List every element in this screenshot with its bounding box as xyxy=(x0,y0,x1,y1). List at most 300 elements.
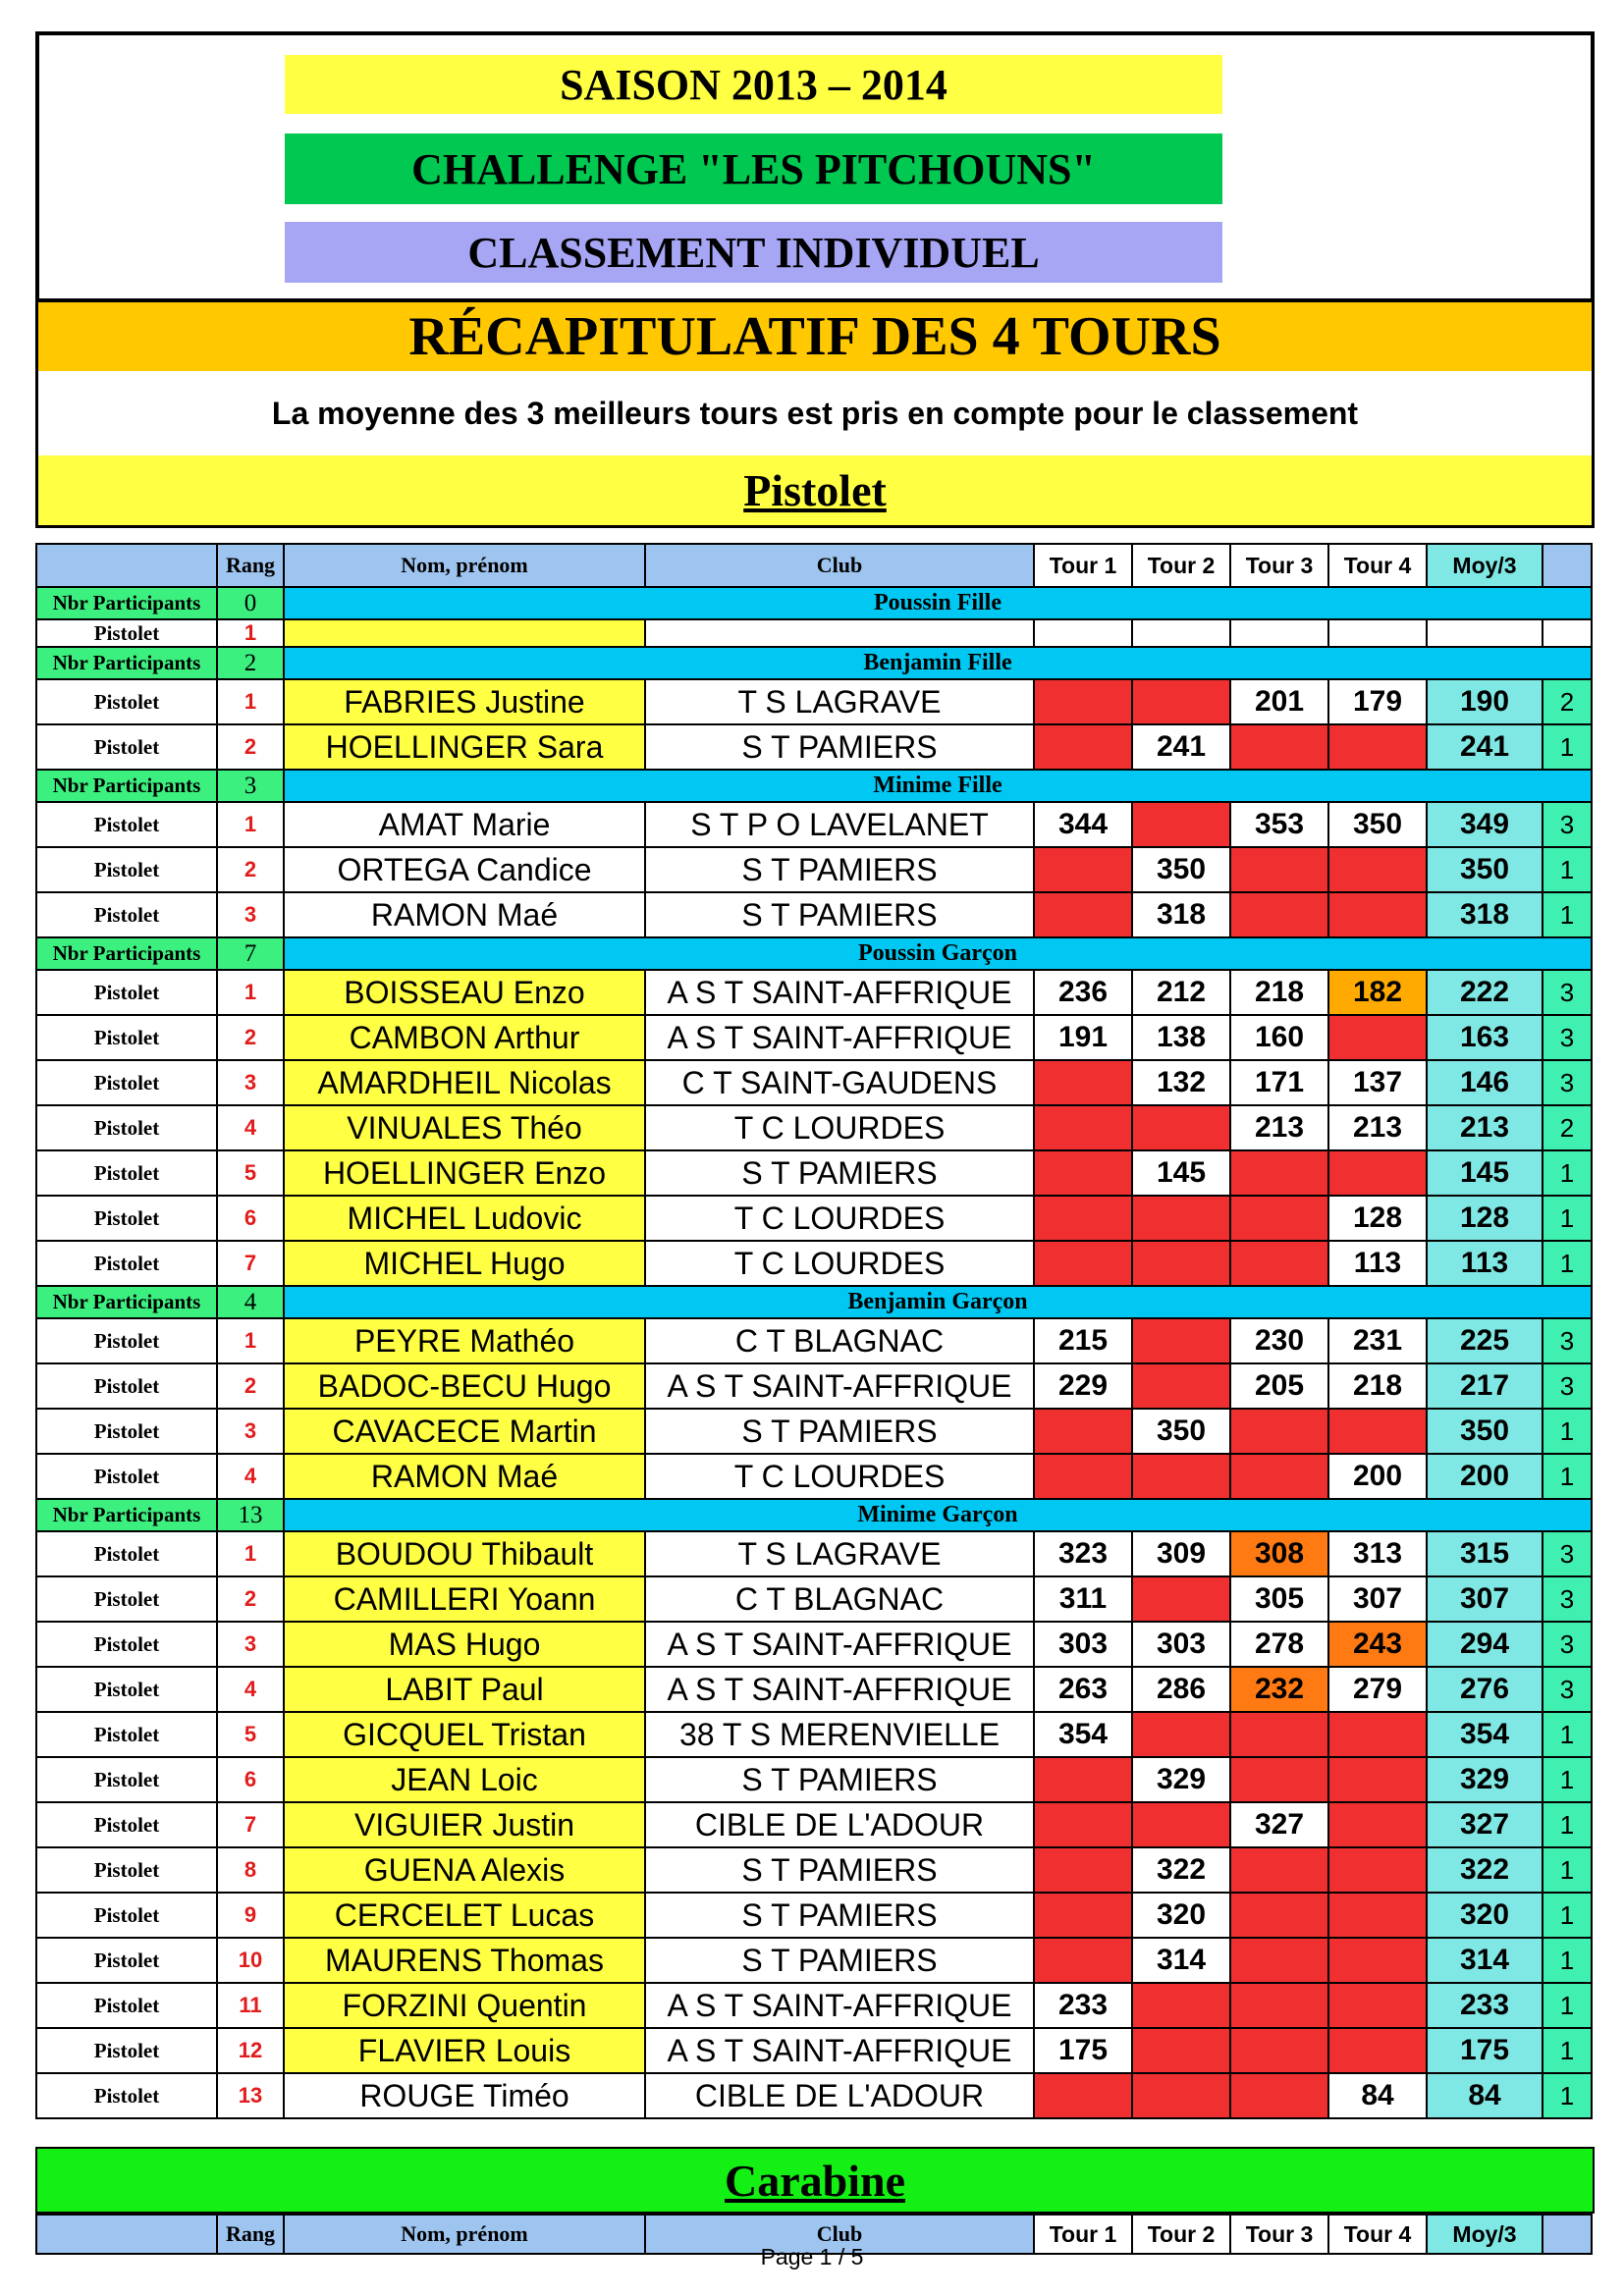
club-name: T C LOURDES xyxy=(645,1241,1034,1286)
participants-label: Nbr Participants xyxy=(36,1286,217,1318)
club-name: CIBLE DE L'ADOUR xyxy=(645,2073,1034,2118)
participants-count: 0 xyxy=(217,587,284,619)
average-score: 146 xyxy=(1427,1060,1543,1105)
tour-1-score: 263 xyxy=(1034,1667,1132,1712)
club-name: CIBLE DE L'ADOUR xyxy=(645,1802,1034,1847)
tour-4-score xyxy=(1328,1712,1427,1757)
average-score: 200 xyxy=(1427,1454,1543,1499)
table-row xyxy=(36,1622,1592,1667)
shooter-name: VIGUIER Justin xyxy=(284,1802,645,1847)
rank-cell: 11 xyxy=(217,1983,284,2028)
rank-cell: 8 xyxy=(217,1847,284,1893)
club-name: T S LAGRAVE xyxy=(645,679,1034,724)
header-rang: Rang xyxy=(217,544,284,587)
average-score: 315 xyxy=(1427,1531,1543,1576)
tour-3-score: 278 xyxy=(1230,1622,1328,1667)
rank-cell: 10 xyxy=(217,1938,284,1983)
tour-3-score: 305 xyxy=(1230,1576,1328,1622)
table-row xyxy=(36,1196,1592,1241)
ranking-table xyxy=(35,543,1593,2119)
table-row xyxy=(36,2028,1592,2073)
header-name: Nom, prénom xyxy=(284,544,645,587)
header-t3: Tour 3 xyxy=(1230,2215,1328,2254)
weapon-label: Pistolet xyxy=(36,1576,217,1622)
tour-3-score xyxy=(1230,1454,1328,1499)
tour-4-score: 128 xyxy=(1328,1196,1427,1241)
shooter-name: ORTEGA Candice xyxy=(284,847,645,892)
tour-2-score: 132 xyxy=(1132,1060,1230,1105)
rank-cell: 6 xyxy=(217,1757,284,1802)
header-club: Club xyxy=(645,544,1034,587)
weapon-label: Pistolet xyxy=(36,1241,217,1286)
tour-3-score: 201 xyxy=(1230,679,1328,724)
header-t1: Tour 1 xyxy=(1034,2215,1132,2254)
table-row xyxy=(36,802,1592,847)
tour-4-score: 307 xyxy=(1328,1576,1427,1622)
header-t2: Tour 2 xyxy=(1132,2215,1230,2254)
participants-label: Nbr Participants xyxy=(36,587,217,619)
rank-cell: 1 xyxy=(217,679,284,724)
average-score: 327 xyxy=(1427,1802,1543,1847)
club-name: A S T SAINT-AFFRIQUE xyxy=(645,970,1034,1015)
tour-3-score xyxy=(1230,1847,1328,1893)
shooter-name: GUENA Alexis xyxy=(284,1847,645,1893)
weapon-label: Pistolet xyxy=(36,1196,217,1241)
tours-count: 1 xyxy=(1543,1847,1592,1893)
category-row xyxy=(36,937,1592,970)
tour-4-score xyxy=(1328,1847,1427,1893)
tour-1-score: 215 xyxy=(1034,1318,1132,1363)
tour-2-score xyxy=(1132,2028,1230,2073)
header-moy: Moy/3 xyxy=(1427,544,1543,587)
tour-2-score xyxy=(1132,1318,1230,1363)
tour-4-score: 279 xyxy=(1328,1667,1427,1712)
table-row xyxy=(36,1015,1592,1060)
table-row xyxy=(36,1409,1592,1454)
shooter-name: RAMON Maé xyxy=(284,892,645,937)
table-row xyxy=(36,1712,1592,1757)
season-banner: SAISON 2013 – 2014 xyxy=(285,55,1222,114)
participants-label: Nbr Participants xyxy=(36,1499,217,1531)
table-row xyxy=(36,1757,1592,1802)
tour-3-score xyxy=(1230,892,1328,937)
tour-3-score: 160 xyxy=(1230,1015,1328,1060)
weapon-label: Pistolet xyxy=(36,1150,217,1196)
tour-4-score: 218 xyxy=(1328,1363,1427,1409)
tour-3-score xyxy=(1230,1196,1328,1241)
tour-4-score: 313 xyxy=(1328,1531,1427,1576)
shooter-name: CAMBON Arthur xyxy=(284,1015,645,1060)
weapon-label: Pistolet xyxy=(36,1409,217,1454)
shooter-name: ROUGE Timéo xyxy=(284,2073,645,2118)
tour-3-score: 205 xyxy=(1230,1363,1328,1409)
tour-2-score xyxy=(1132,1196,1230,1241)
tour-3-score: 218 xyxy=(1230,970,1328,1015)
tour-3-score xyxy=(1230,2028,1328,2073)
tours-count: 3 xyxy=(1543,1060,1592,1105)
tour-3-score: 230 xyxy=(1230,1318,1328,1363)
table-row xyxy=(36,1060,1592,1105)
header-t3: Tour 3 xyxy=(1230,544,1328,587)
tour-3-score: 213 xyxy=(1230,1105,1328,1150)
tours-count: 2 xyxy=(1543,1105,1592,1150)
tour-3-score xyxy=(1230,847,1328,892)
header-t1: Tour 1 xyxy=(1034,544,1132,587)
average-score: 225 xyxy=(1427,1318,1543,1363)
club-name: T C LOURDES xyxy=(645,1454,1034,1499)
participants-count: 13 xyxy=(217,1499,284,1531)
header-name: Nom, prénom xyxy=(284,2215,645,2254)
rank-cell: 2 xyxy=(217,1363,284,1409)
table-row xyxy=(36,970,1592,1015)
weapon-label: Pistolet xyxy=(36,1363,217,1409)
tour-1-score: 191 xyxy=(1034,1015,1132,1060)
tour-2-score xyxy=(1132,1576,1230,1622)
weapon-label: Pistolet xyxy=(36,1454,217,1499)
club-name: S T PAMIERS xyxy=(645,1757,1034,1802)
rank-cell: 1 xyxy=(217,970,284,1015)
tour-2-score xyxy=(1132,619,1230,647)
tour-3-score: 353 xyxy=(1230,802,1328,847)
tour-4-score xyxy=(1328,619,1427,647)
tour-1-score: 175 xyxy=(1034,2028,1132,2073)
club-name: T C LOURDES xyxy=(645,1196,1034,1241)
weapon-label: Pistolet xyxy=(36,1712,217,1757)
category-row xyxy=(36,1286,1592,1318)
tour-4-score xyxy=(1328,847,1427,892)
tour-3-score xyxy=(1230,1409,1328,1454)
shooter-name: AMAT Marie xyxy=(284,802,645,847)
weapon-label: Pistolet xyxy=(36,679,217,724)
club-name: S T PAMIERS xyxy=(645,1150,1034,1196)
tours-count: 3 xyxy=(1543,1576,1592,1622)
tour-1-score xyxy=(1034,2073,1132,2118)
tours-count: 1 xyxy=(1543,1938,1592,1983)
tour-1-score: 236 xyxy=(1034,970,1132,1015)
rank-cell: 9 xyxy=(217,1893,284,1938)
club-name: A S T SAINT-AFFRIQUE xyxy=(645,1015,1034,1060)
tour-4-score: 231 xyxy=(1328,1318,1427,1363)
table-row xyxy=(36,1531,1592,1576)
weapon-label: Pistolet xyxy=(36,2028,217,2073)
tour-4-score: 84 xyxy=(1328,2073,1427,2118)
average-score: 349 xyxy=(1427,802,1543,847)
rank-cell: 1 xyxy=(217,1531,284,1576)
tour-2-score: 320 xyxy=(1132,1893,1230,1938)
average-score: 318 xyxy=(1427,892,1543,937)
header-t4: Tour 4 xyxy=(1328,544,1427,587)
tour-3-score xyxy=(1230,1150,1328,1196)
tour-2-score: 286 xyxy=(1132,1667,1230,1712)
shooter-name: PEYRE Mathéo xyxy=(284,1318,645,1363)
club-name: T S LAGRAVE xyxy=(645,1531,1034,1576)
table-row xyxy=(36,1847,1592,1893)
weapon-label: Pistolet xyxy=(36,1531,217,1576)
header-moy: Moy/3 xyxy=(1427,2215,1543,2254)
tours-count: 3 xyxy=(1543,1667,1592,1712)
tour-3-score xyxy=(1230,619,1328,647)
tour-2-score: 318 xyxy=(1132,892,1230,937)
tour-1-score xyxy=(1034,1847,1132,1893)
average-score: 320 xyxy=(1427,1893,1543,1938)
shooter-name: LABIT Paul xyxy=(284,1667,645,1712)
average-score: 84 xyxy=(1427,2073,1543,2118)
category-name: Benjamin Fille xyxy=(284,647,1592,679)
rank-cell: 4 xyxy=(217,1454,284,1499)
tour-2-score: 322 xyxy=(1132,1847,1230,1893)
club-name: A S T SAINT-AFFRIQUE xyxy=(645,1983,1034,2028)
weapon-label: Pistolet xyxy=(36,619,217,647)
participants-label: Nbr Participants xyxy=(36,937,217,970)
tours-count: 1 xyxy=(1543,1893,1592,1938)
rank-cell: 3 xyxy=(217,1622,284,1667)
recap-block xyxy=(35,302,1595,528)
tours-count: 1 xyxy=(1543,1712,1592,1757)
tour-1-score xyxy=(1034,1196,1132,1241)
tour-1-score xyxy=(1034,1802,1132,1847)
rank-cell: 2 xyxy=(217,1015,284,1060)
rank-cell: 2 xyxy=(217,1576,284,1622)
participants-count: 4 xyxy=(217,1286,284,1318)
rank-cell: 1 xyxy=(217,1318,284,1363)
shooter-name: FABRIES Justine xyxy=(284,679,645,724)
tour-1-score: 354 xyxy=(1034,1712,1132,1757)
table-row xyxy=(36,724,1592,770)
participants-count: 2 xyxy=(217,647,284,679)
tour-2-score xyxy=(1132,1241,1230,1286)
discipline-pistolet-title: Pistolet xyxy=(38,455,1592,525)
weapon-label: Pistolet xyxy=(36,1802,217,1847)
average-score: 241 xyxy=(1427,724,1543,770)
club-name: C T BLAGNAC xyxy=(645,1318,1034,1363)
shooter-name: BOUDOU Thibault xyxy=(284,1531,645,1576)
tours-count: 1 xyxy=(1543,1409,1592,1454)
shooter-name: BADOC-BECU Hugo xyxy=(284,1363,645,1409)
tour-1-score xyxy=(1034,1409,1132,1454)
shooter-name: CERCELET Lucas xyxy=(284,1893,645,1938)
tours-count: 1 xyxy=(1543,1196,1592,1241)
rank-cell: 1 xyxy=(217,619,284,647)
tour-3-score xyxy=(1230,1241,1328,1286)
tour-3-score: 327 xyxy=(1230,1802,1328,1847)
average-score: 233 xyxy=(1427,1983,1543,2028)
category-name: Minime Fille xyxy=(284,770,1592,802)
club-name: S T PAMIERS xyxy=(645,892,1034,937)
tour-2-score xyxy=(1132,1363,1230,1409)
tour-2-score: 138 xyxy=(1132,1015,1230,1060)
tours-count: 1 xyxy=(1543,2028,1592,2073)
tour-4-score: 350 xyxy=(1328,802,1427,847)
tour-2-score: 350 xyxy=(1132,1409,1230,1454)
tour-1-score: 229 xyxy=(1034,1363,1132,1409)
category-row xyxy=(36,587,1592,619)
average-score: 222 xyxy=(1427,970,1543,1015)
table-row xyxy=(36,1576,1592,1622)
tours-count: 1 xyxy=(1543,1983,1592,2028)
weapon-label: Pistolet xyxy=(36,1318,217,1363)
tours-count: 3 xyxy=(1543,1363,1592,1409)
tour-4-score xyxy=(1328,1150,1427,1196)
average-score xyxy=(1427,619,1543,647)
tour-1-score xyxy=(1034,1241,1132,1286)
tour-4-score xyxy=(1328,1893,1427,1938)
weapon-label: Pistolet xyxy=(36,802,217,847)
weapon-label: Pistolet xyxy=(36,1060,217,1105)
shooter-name: BOISSEAU Enzo xyxy=(284,970,645,1015)
shooter-name: MICHEL Hugo xyxy=(284,1241,645,1286)
average-score: 314 xyxy=(1427,1938,1543,1983)
table-row xyxy=(36,892,1592,937)
tour-4-score xyxy=(1328,1015,1427,1060)
table-row xyxy=(36,1150,1592,1196)
club-name: A S T SAINT-AFFRIQUE xyxy=(645,1363,1034,1409)
average-score: 307 xyxy=(1427,1576,1543,1622)
tour-1-score xyxy=(1034,1454,1132,1499)
weapon-label: Pistolet xyxy=(36,2073,217,2118)
header-blank-cell xyxy=(36,2215,217,2254)
tour-4-score xyxy=(1328,1938,1427,1983)
tour-4-score xyxy=(1328,892,1427,937)
average-score: 145 xyxy=(1427,1150,1543,1196)
tour-2-score: 329 xyxy=(1132,1757,1230,1802)
shooter-name: FORZINI Quentin xyxy=(284,1983,645,2028)
rank-cell: 7 xyxy=(217,1802,284,1847)
rank-cell: 3 xyxy=(217,892,284,937)
tours-count: 1 xyxy=(1543,1757,1592,1802)
tours-count xyxy=(1543,619,1592,647)
club-name: S T PAMIERS xyxy=(645,847,1034,892)
tour-4-score: 182 xyxy=(1328,970,1427,1015)
club-name: A S T SAINT-AFFRIQUE xyxy=(645,1667,1034,1712)
tour-4-score: 200 xyxy=(1328,1454,1427,1499)
weapon-label: Pistolet xyxy=(36,847,217,892)
table-row xyxy=(36,1241,1592,1286)
tour-2-score: 145 xyxy=(1132,1150,1230,1196)
rank-cell: 13 xyxy=(217,2073,284,2118)
header-count-blank xyxy=(1543,544,1592,587)
tour-2-score xyxy=(1132,1802,1230,1847)
club-name: S T PAMIERS xyxy=(645,1847,1034,1893)
table-row xyxy=(36,1893,1592,1938)
tour-1-score: 311 xyxy=(1034,1576,1132,1622)
average-score: 175 xyxy=(1427,2028,1543,2073)
club-name: T C LOURDES xyxy=(645,1105,1034,1150)
tour-4-score: 243 xyxy=(1328,1622,1427,1667)
tour-1-score: 303 xyxy=(1034,1622,1132,1667)
tour-4-score xyxy=(1328,1802,1427,1847)
club-name: S T P O LAVELANET xyxy=(645,802,1034,847)
shooter-name: HOELLINGER Sara xyxy=(284,724,645,770)
club-name: S T PAMIERS xyxy=(645,724,1034,770)
tour-2-score: 314 xyxy=(1132,1938,1230,1983)
tour-3-score: 308 xyxy=(1230,1531,1328,1576)
tour-1-score xyxy=(1034,1060,1132,1105)
tour-3-score xyxy=(1230,1893,1328,1938)
tour-2-score: 212 xyxy=(1132,970,1230,1015)
club-name: S T PAMIERS xyxy=(645,1938,1034,1983)
tour-4-score: 179 xyxy=(1328,679,1427,724)
tour-2-score xyxy=(1132,1983,1230,2028)
table-row xyxy=(36,1363,1592,1409)
tour-1-score xyxy=(1034,1150,1132,1196)
rank-cell: 1 xyxy=(217,802,284,847)
weapon-label: Pistolet xyxy=(36,1847,217,1893)
tour-1-score: 323 xyxy=(1034,1531,1132,1576)
average-score: 128 xyxy=(1427,1196,1543,1241)
classement-banner: CLASSEMENT INDIVIDUEL xyxy=(285,222,1222,283)
column-header-row xyxy=(36,544,1592,587)
average-score: 163 xyxy=(1427,1015,1543,1060)
weapon-label: Pistolet xyxy=(36,1105,217,1150)
club-name: A S T SAINT-AFFRIQUE xyxy=(645,2028,1034,2073)
tour-4-score xyxy=(1328,1409,1427,1454)
shooter-name: RAMON Maé xyxy=(284,1454,645,1499)
average-score: 113 xyxy=(1427,1241,1543,1286)
tour-1-score xyxy=(1034,1757,1132,1802)
header-blank-cell xyxy=(36,544,217,587)
category-name: Benjamin Garçon xyxy=(284,1286,1592,1318)
average-score: 329 xyxy=(1427,1757,1543,1802)
tour-2-score xyxy=(1132,2073,1230,2118)
rank-cell: 2 xyxy=(217,724,284,770)
table-row xyxy=(36,679,1592,724)
weapon-label: Pistolet xyxy=(36,1938,217,1983)
table-row xyxy=(36,1938,1592,1983)
tour-2-score xyxy=(1132,802,1230,847)
tour-4-score xyxy=(1328,2028,1427,2073)
average-score: 213 xyxy=(1427,1105,1543,1150)
weapon-label: Pistolet xyxy=(36,970,217,1015)
tours-count: 3 xyxy=(1543,1622,1592,1667)
weapon-label: Pistolet xyxy=(36,1015,217,1060)
tour-2-score: 350 xyxy=(1132,847,1230,892)
tour-1-score xyxy=(1034,1893,1132,1938)
table-row xyxy=(36,1983,1592,2028)
shooter-name: MAURENS Thomas xyxy=(284,1938,645,1983)
average-note: La moyenne des 3 meilleurs tours est pris en compte pour le classement xyxy=(38,371,1592,455)
header-count-blank xyxy=(1543,2215,1592,2254)
tours-count: 1 xyxy=(1543,847,1592,892)
tours-count: 1 xyxy=(1543,892,1592,937)
shooter-name: GICQUEL Tristan xyxy=(284,1712,645,1757)
participants-count: 7 xyxy=(217,937,284,970)
table-row xyxy=(36,1802,1592,1847)
table-row xyxy=(36,2073,1592,2118)
tour-1-score: 344 xyxy=(1034,802,1132,847)
rank-cell: 4 xyxy=(217,1667,284,1712)
tours-count: 2 xyxy=(1543,679,1592,724)
average-score: 350 xyxy=(1427,847,1543,892)
participants-label: Nbr Participants xyxy=(36,770,217,802)
tour-3-score xyxy=(1230,724,1328,770)
rank-cell: 4 xyxy=(217,1105,284,1150)
shooter-name: VINUALES Théo xyxy=(284,1105,645,1150)
tours-count: 3 xyxy=(1543,970,1592,1015)
header-club: Club xyxy=(645,2215,1034,2254)
tour-1-score xyxy=(1034,724,1132,770)
tour-3-score: 171 xyxy=(1230,1060,1328,1105)
tour-1-score xyxy=(1034,847,1132,892)
rank-cell: 2 xyxy=(217,847,284,892)
tour-1-score: 233 xyxy=(1034,1983,1132,2028)
tour-4-score xyxy=(1328,724,1427,770)
weapon-label: Pistolet xyxy=(36,1667,217,1712)
shooter-name: AMARDHEIL Nicolas xyxy=(284,1060,645,1105)
tour-2-score xyxy=(1132,1105,1230,1150)
shooter-name: CAVACECE Martin xyxy=(284,1409,645,1454)
tours-count: 3 xyxy=(1543,1318,1592,1363)
shooter-name: JEAN Loic xyxy=(284,1757,645,1802)
